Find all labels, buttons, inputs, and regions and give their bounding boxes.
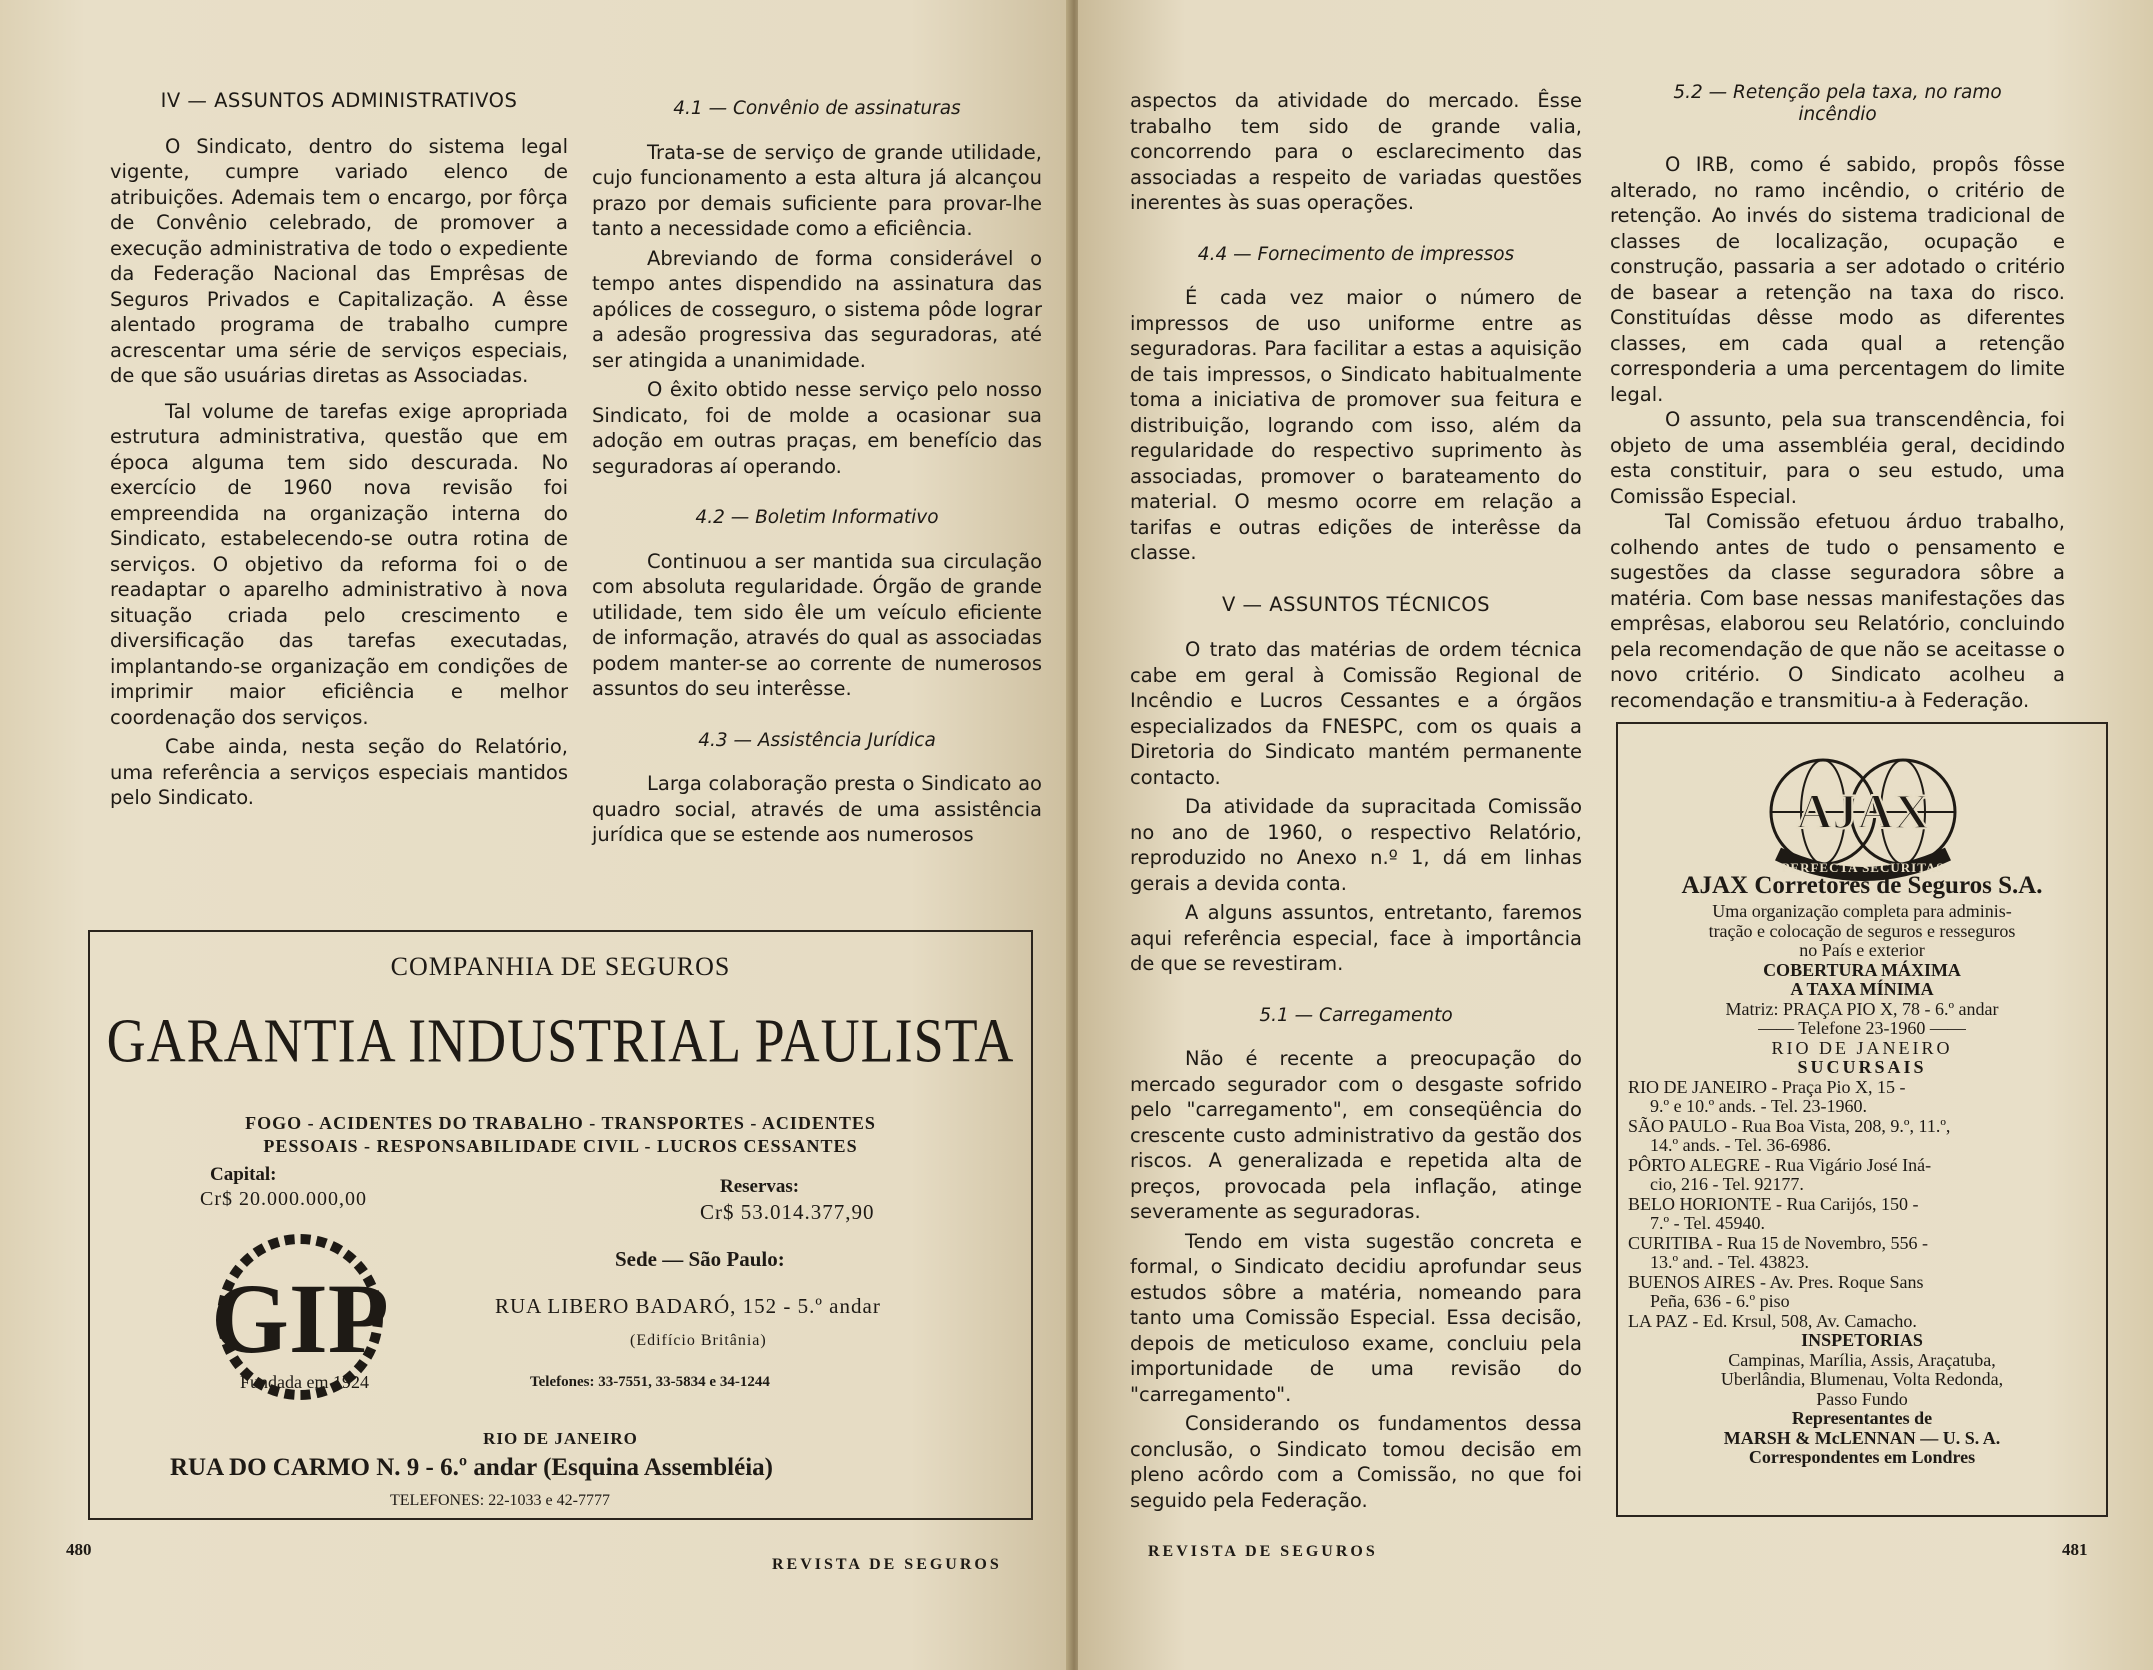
ajax-line: BUENOS AIRES - Av. Pres. Roque Sans [1628,1271,1924,1292]
paragraph: O êxito obtido nesse serviço pelo nosso Sindicato, foi de molde a ocasionar sua adoção em outras praças, em benefício das seguradoras aí operando. [592,378,1042,478]
ajax-line: 14.º ands. - Tel. 36-6986. [1650,1135,1831,1155]
paragraph: Larga colaboração presta o Sindicato ao quadro social, através de uma assistência jurídica que se estende aos numerosos [592,772,1042,846]
sede-building: (Edifício Britânia) [630,1332,767,1349]
paragraph: O assunto, pela sua transcendência, foi objeto de uma assembléia geral, decidindo esta constituir, para o seu estudo, uma Comissão Especial. [1610,408,2065,508]
ajax-line: SUCURSAIS [1797,1057,1927,1077]
capital-value: Cr$ 20.000.000,00 [200,1188,367,1210]
paragraph: Tendo em vista sugestão concreta e formal, o Sindicato decidiu aprofundar seus estudos sôbre a matéria, nomeando para tanto uma Comissão Especial. Essa decisão, depois de meticuloso exame, concluiu pela importunidade de uma revisão do "carregamento". [1130,1229,1582,1406]
paragraph-continued: aspectos da atividade do mercado. Êsse trabalho tem sido de grande valia, concorrendo para o esclarecimento das associadas a respeito de variadas questões inerentes às suas operações. [1130,89,1582,214]
running-head-left: REVISTA DE SEGUROS [772,1556,1002,1573]
ajax-line: cio, 216 - Tel. 92177. [1650,1174,1804,1194]
gip-logo-text: GIP [211,1263,389,1374]
paragraph: Abreviando de forma considerável o tempo antes dispendido na assinatura das apólices de cosseguro, o sistema pôde lograr a adesão progressiva das seguradoras, até ser atingida a unanimidade. [592,246,1042,372]
rio-heading: RIO DE JANEIRO [483,1429,638,1448]
ajax-line: Campinas, Marília, Assis, Araçatuba, [1728,1349,1996,1370]
ajax-line: A TAXA MÍNIMA [1790,979,1934,999]
rio-phones: TELEFONES: 22-1033 e 42-7777 [390,1492,610,1509]
ajax-line: Correspondentes em Londres [1748,1447,1976,1467]
paragraph: Tal volume de tarefas exige apropriada estrutura administrativa, questão que em época alguma tem sido descurada. No exercício de 1960 nova revisão foi empreendida na organização interna do Sindicato, estabelecendo-se outra rotina de serviços. O objetivo da reforma foi o de readaptar o aparelho administrativo à nova situação criada pelo crescimento e diversificação das tarefas executadas, implantando-se organização em condições de imprimir maior eficiência e melhor coordenação dos serviços. [110,399,568,729]
ajax-line: RIO DE JANEIRO - Praça Pio X, 15 - [1628,1076,1906,1097]
ajax-company-name: AJAX Corretores de Seguros S.A. [1681,872,2043,899]
ajax-line: tração e colocação de seguros e resseguros [1708,920,2016,941]
ajax-line: Passo Fundo [1816,1388,1908,1409]
right-page [1078,0,2153,1670]
advertisement-ajax-corretores [1616,722,2108,1517]
sede-phones: Telefones: 33-7551, 33-5834 e 34-1244 [530,1374,770,1390]
ajax-line: Peña, 636 - 6.º piso [1650,1291,1790,1311]
right-column-1 [1130,88,1582,1513]
fundada-text: Fundada em 1924 [240,1372,369,1392]
paragraph: Não é recente a preocupação do mercado segurador com o desgaste sofrido pelo "carregamento", em conseqüência do crescente custo administrativo da gestão dos riscos. A generalizada e repetida alta de preços, provocada pela inflação, atinge severamente as seguradoras. [1130,1047,1582,1223]
ajax-line: RIO DE JANEIRO [1771,1037,1953,1058]
ajax-line: INSPETORIAS [1801,1330,1923,1350]
page-number-left: 480 [66,1540,92,1559]
ajax-line: BELO HORIONTE - Rua Carijós, 150 - [1628,1193,1919,1214]
left-page [0,0,1070,1670]
ajax-line: COBERTURA MÁXIMA [1763,959,1961,980]
ad-company-type: COMPANHIA DE SEGUROS [390,952,731,981]
subsection-title-4-4: 4.4 — Fornecimento de impressos [1197,243,1515,265]
paragraph: É cada vez maior o número de impressos de uso uniforme entre as seguradoras. Para facilitar a estas a aquisição de tais impressos, o Sindicato habitualmente toma a iniciativa de promover sua feitura e distribuição, logrando com isso, além da regularidade do respectivo suprimento às associadas, promover o barateamento do material. O mesmo ocorre em relação a tarifas e outras edições de interêsse da classe. [1130,286,1582,564]
ajax-emblem-word: AJAX [1796,783,1930,839]
sede-heading: Sede — São Paulo: [615,1247,785,1271]
subsection-title-4-2: 4.2 — Boletim Informativo [695,507,939,528]
section-heading-iv: IV — ASSUNTOS ADMINISTRATIVOS [160,89,518,112]
ajax-ad-body [1628,902,2096,1468]
paragraph: Continuou a ser mantida sua circulação com absoluta regularidade. Órgão de grande utilidade, tem sido êle um veículo eficiente de informação, através do qual as associadas podem manter-se ao corrente de numerosos assuntos do seu interêsse. [592,549,1042,700]
page-number-right: 481 [2062,1540,2088,1559]
running-head-right: REVISTA DE SEGUROS [1148,1543,1378,1560]
paragraph: Considerando os fundamentos dessa conclusão, o Sindicato tomou decisão em pleno acôrdo com a Comissão, no que foi seguido pela Federação. [1130,1412,1582,1512]
ajax-line: CURITIBA - Rua 15 de Novembro, 556 - [1628,1232,1928,1253]
paragraph: O Sindicato, dentro do sistema legal vigente, cumpre variado elenco de atribuições. Ademais tem o encargo, por fôrça de Convênio celebrado, de promover a execução administrativa de todo o expediente da Federação Nacional das Emprêsas de Seguros Privados e Capitalização. A êsse alentado programa de trabalho cumpre acrescentar uma série de serviços especiais, de que são usuárias diretas as Associadas. [110,134,568,387]
ajax-line: 13.º and. - Tel. 43823. [1650,1252,1809,1272]
paragraph: O trato das matérias de ordem técnica cabe em geral à Comissão Regional de Incêndio e Lucros Cessantes e a órgãos especializados da FNESPC, com os quais a Diretoria do Sindicato mantém permanente contacto. [1130,638,1582,789]
capital-label: Capital: [210,1164,277,1185]
ajax-line: Representantes de [1791,1408,1933,1428]
subsection-title-line-1: 5.2 — Retenção pela taxa, no ramo [1673,82,2002,103]
sede-address: RUA LIBERO BADARÓ, 152 - 5.º andar [495,1294,881,1318]
ajax-line: SÃO PAULO - Rua Boa Vista, 208, 9.º, 11.º, [1628,1115,1951,1136]
subsection-title-5-2 [1610,82,2065,126]
rio-address: RUA DO CARMO N. 9 - 6.º andar (Esquina Assembléia) [170,1454,773,1481]
ajax-globe-emblem [1748,754,1978,884]
ad-lines-row-1: FOGO - ACIDENTES DO TRABALHO - TRANSPORTES - ACIDENTES [245,1113,876,1133]
ajax-line: Uberlândia, Blumenau, Volta Redonda, [1720,1369,2004,1389]
ajax-line: Uma organização completa para adminis- [1712,901,2012,921]
ajax-line: LA PAZ - Ed. Krsul, 508, Av. Camacho. [1628,1310,1917,1331]
subsection-title-4-3: 4.3 — Assistência Jurídica [698,729,936,751]
reservas-label: Reservas: [720,1176,800,1197]
paragraph: A alguns assuntos, entretanto, faremos aqui referência especial, face à importância de que se revestiram. [1130,901,1582,975]
ajax-line: MARSH & McLENNAN — U. S. A. [1723,1427,2001,1448]
paragraph: Da atividade da supracitada Comissão no ano de 1960, o respectivo Relatório, reproduzido no Anexo n.º 1, dá em linhas gerais a devida conta. [1130,795,1582,895]
ad-lines-of-business [90,1112,1031,1158]
ajax-line: Matriz: PRAÇA PIO X, 78 - 6.º andar [1725,998,1999,1019]
left-column-1 [110,88,568,811]
ajax-emblem-banner: PERFECTA SECURITAS [1781,860,1945,875]
paragraph: Cabe ainda, nesta seção do Relatório, uma referência a serviços especiais mantidos pelo Sindicato. [110,735,568,809]
ajax-line: 9.º e 10.º ands. - Tel. 23-1960. [1650,1096,1868,1116]
left-column-2 [592,96,1042,848]
right-column-2 [1610,82,2065,713]
subsection-title-5-1: 5.1 — Carregamento [1259,1004,1453,1026]
ajax-line: —— Telefone 23-1960 —— [1758,1018,1966,1038]
ad-company-name: GARANTIA INDUSTRIAL PAULISTA [106,1006,1015,1076]
section-heading-v: V — ASSUNTOS TÉCNICOS [1221,592,1491,616]
reservas-value: Cr$ 53.014.377,90 [700,1200,875,1224]
subsection-title-4-1: 4.1 — Convênio de assinaturas [673,98,961,119]
paragraph: Trata-se de serviço de grande utilidade, cujo funcionamento a esta altura já alcançou prazo por demais suficiente para provar-lhe tanto a necessidade como a eficiência. [592,140,1042,240]
paragraph: Tal Comissão efetuou árduo trabalho, colhendo antes de tudo o pensamento e sugestões da classe seguradora sôbre a matéria. Com base nessas manifestações das emprêsas, elaborou seu Relatório, concluindo pela recomendação de que não se aceitasse o novo critério. O Sindicato acolheu a recomendação e transmitiu-a à Federação. [1610,510,2065,712]
advertisement-garantia-industrial-paulista [88,930,1033,1520]
ajax-line: no País e exterior [1799,940,1925,960]
paragraph: O IRB, como é sabido, propôs fôsse alterado, no ramo incêndio, o critério de retenção. Ao invés do sistema tradicional de classes de localização, ocupação e construção, passaria a ser adotado o critério de basear a retenção na taxa do risco. Constituídas dêsse modo as diferentes classes, em cada qual a retenção corresponderia a uma percentagem do limite legal. [1610,153,2065,406]
ajax-line: PÔRTO ALEGRE - Rua Vigário José Iná- [1628,1154,1932,1175]
ajax-line: 7.º - Tel. 45940. [1650,1213,1765,1233]
subsection-title-line-2: incêndio [1798,104,1877,125]
ad-lines-row-2: PESSOAIS - RESPONSABILIDADE CIVIL - LUCROS CESSANTES [263,1136,858,1156]
